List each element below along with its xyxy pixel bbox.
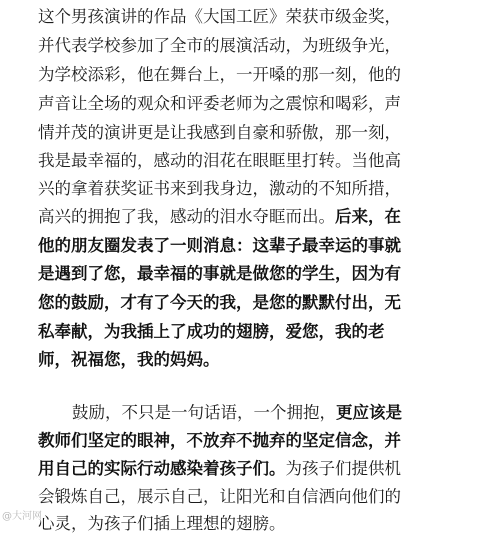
text-segment: 我是最幸福的，感动的泪花在眼眶里打转。当他高 — [38, 151, 401, 170]
text-line-p1-l11 — [38, 290, 448, 316]
text-segment: 情并茂的演讲更是让我感到自豪和骄傲，那一刻， — [38, 123, 401, 142]
text-line-p1-l13 — [38, 347, 448, 373]
text-line-p1-l1 — [38, 4, 448, 30]
bold-text-segment: 您的鼓励，才有了今天的我，是您的默默付出，无 — [38, 293, 401, 312]
text-line-p1-l10 — [38, 261, 448, 287]
text-line-p1-l8 — [38, 204, 448, 230]
text-line-p1-l7 — [38, 176, 448, 202]
text-segment: 鼓励，不只是一句话语，一个拥抱， — [72, 403, 336, 422]
text-segment: 为孩子们提供机 — [285, 459, 401, 478]
bold-text-segment: 师，祝福您，我的妈妈。 — [38, 350, 220, 369]
bold-text-segment: 后来，在 — [335, 207, 401, 226]
text-line-p2-l2 — [38, 428, 448, 454]
text-line-p2-l3 — [38, 456, 448, 482]
text-line-p2-l5 — [38, 511, 448, 537]
text-line-p1-l9 — [38, 233, 448, 259]
text-segment: 高兴的拥抱了我，感动的泪水夺眶而出。 — [38, 207, 335, 226]
bold-text-segment: 是遇到了您，最幸福的事就是做您的学生，因为有 — [38, 264, 401, 283]
bold-text-segment: 更应该是 — [336, 403, 402, 422]
bold-text-segment: 教师们坚定的眼神，不放弃不抛弃的坚定信念，并 — [38, 431, 401, 450]
text-segment: 会锻炼自己，展示自己，让阳光和自信洒向他们的 — [38, 487, 401, 506]
text-segment: 心灵，为孩子们插上理想的翅膀。 — [38, 514, 286, 533]
text-segment: 声音让全场的观众和评委老师为之震惊和喝彩，声 — [38, 94, 401, 113]
bold-text-segment: 他的朋友圈发表了一则消息：这辈子最幸运的事就 — [38, 236, 401, 255]
text-line-p2-l1 — [72, 400, 448, 426]
text-segment: 这个男孩演讲的作品《大国工匠》荣获市级金奖， — [38, 7, 401, 26]
text-line-p1-l2 — [38, 33, 448, 59]
text-line-p1-l4 — [38, 91, 448, 117]
text-line-p2-l4 — [38, 484, 448, 510]
text-segment: 兴的拿着获奖证书来到我身边，激动的不知所措， — [38, 179, 401, 198]
text-line-p1-l12 — [38, 319, 448, 345]
text-segment: 并代表学校参加了全市的展演活动，为班级争光， — [38, 36, 401, 55]
bold-text-segment: 用自己的实际行动感染着孩子们。 — [38, 459, 286, 478]
text-line-p1-l3 — [38, 62, 448, 88]
watermark: @大河网 — [2, 511, 42, 522]
text-line-p1-l5 — [38, 120, 448, 146]
text-segment: 为学校添彩，他在舞台上，一开嗓的那一刻，他的 — [38, 65, 401, 84]
text-line-p1-l6 — [38, 148, 448, 174]
bold-text-segment: 私奉献，为我插上了成功的翅膀，爱您，我的老 — [38, 322, 385, 341]
